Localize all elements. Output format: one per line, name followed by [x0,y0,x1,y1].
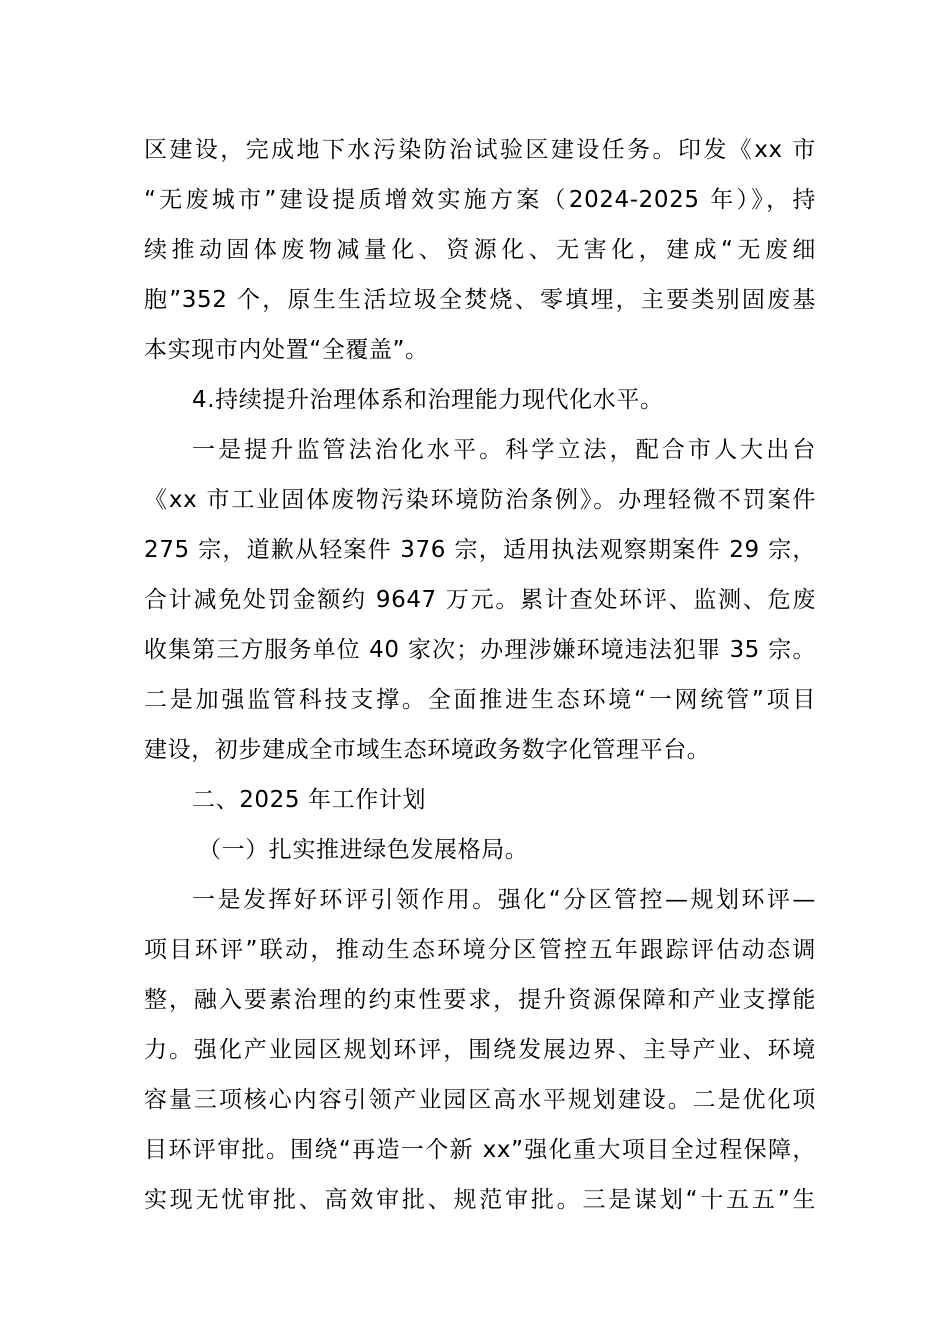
paragraph-line: 整，融入要素治理的约束性要求，提升资源保障和产业支撑能 [144,987,816,1013]
paragraph-line: 建设，初步建成全市域生态环境政务数字化管理平台。 [144,737,711,763]
paragraph-line: 区建设，完成地下水污染防治试验区建设任务。印发《xx 市 [144,137,816,163]
paragraph-line: 胞”352 个，原生生活垃圾全焚烧、零填埋，主要类别固废基 [144,287,816,313]
paragraph-line: 一是提升监管法治化水平。科学立法，配合市人大出台 [192,437,816,463]
chapter-heading: 二、2025 年工作计划 [192,787,427,813]
section-heading: 4.持续提升治理体系和治理能力现代化水平。 [192,387,664,413]
document-body [144,125,816,1225]
paragraph-line: 实现无忧审批、高效审批、规范审批。三是谋划“十五五”生 [144,1187,816,1213]
paragraph-line: 二是加强监管科技支撑。全面推进生态环境“一网统管”项目 [144,687,816,713]
paragraph-line: 合计减免处罚金额约 9647 万元。累计查处环评、监测、危废 [144,587,816,613]
paragraph-line: 容量三项核心内容引领产业园区高水平规划建设。二是优化项 [144,1087,816,1113]
paragraph-line: 续推动固体废物减量化、资源化、无害化，建成“无废细 [144,237,816,263]
paragraph-line: 力。强化产业园区规划环评，围绕发展边界、主导产业、环境 [144,1037,816,1063]
paragraph-line: 一是发挥好环评引领作用。强化“分区管控—规划环评— [192,887,816,913]
paragraph-line: “无废城市”建设提质增效实施方案（2024-2025 年）》，持 [144,187,816,213]
paragraph-line: 《xx 市工业固体废物污染环境防治条例》。办理轻微不罚案件 [144,487,816,513]
paragraph-line: 收集第三方服务单位 40 家次；办理涉嫌环境违法犯罪 35 宗。 [144,637,816,663]
paragraph-line: 本实现市内处置“全覆盖”。 [144,337,429,363]
paragraph-line: 275 宗，道歉从轻案件 376 宗，适用执法观察期案件 29 宗， [144,537,816,563]
paragraph-line: 项目环评”联动，推动生态环境分区管控五年跟踪评估动态调 [144,937,816,963]
paragraph-line: 目环评审批。围绕“再造一个新 xx”强化重大项目全过程保障， [144,1137,816,1163]
subsection-heading: （一）扎实推进绿色发展格局。 [198,837,529,863]
